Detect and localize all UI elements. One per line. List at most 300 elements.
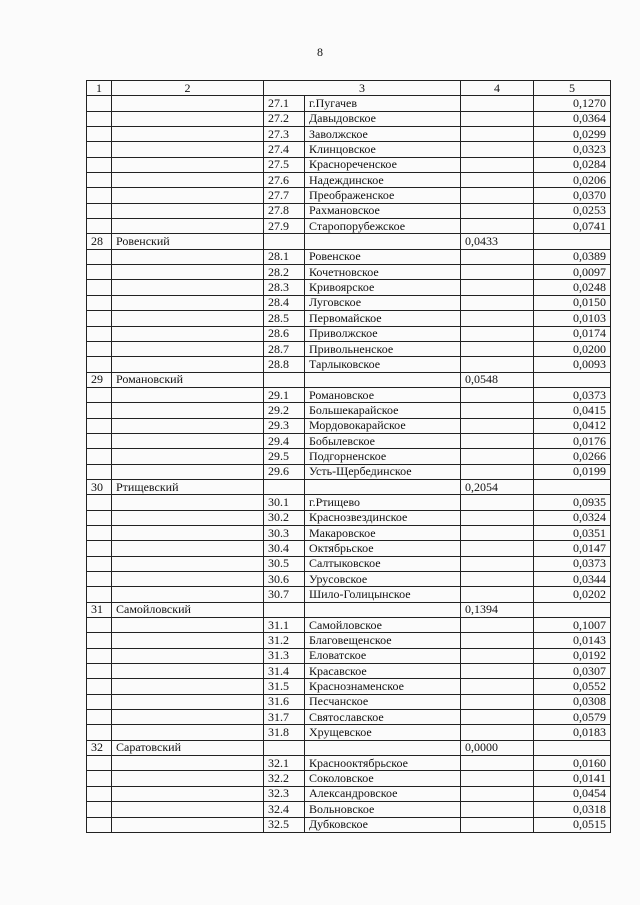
region-name-cell: [112, 387, 264, 402]
region-number-cell: [87, 387, 112, 402]
total-cell: [461, 572, 534, 587]
total-cell: [461, 219, 534, 234]
subdivision-name: Усть-Щербединское: [305, 464, 461, 479]
subdivision-name: Бобылевское: [305, 433, 461, 448]
subdivision-name: Еловатское: [305, 648, 461, 663]
value-cell: [534, 479, 611, 494]
subdivision-code: 32.2: [264, 771, 305, 786]
subdivision-code: 30.3: [264, 525, 305, 540]
subdivision-code: 30.2: [264, 510, 305, 525]
region-name-cell: [112, 111, 264, 126]
total-cell: [461, 495, 534, 510]
sub-name-cell: [305, 602, 461, 617]
total-cell: [461, 387, 534, 402]
subdivision-code: 27.8: [264, 203, 305, 218]
region-number-cell: [87, 802, 112, 817]
region-number-cell: [87, 188, 112, 203]
header-col-1: 1: [87, 81, 112, 96]
region-name-cell: [112, 295, 264, 310]
table-row: [87, 142, 611, 157]
subdivision-name: Надеждинское: [305, 173, 461, 188]
subdivision-name: Мордовокарайское: [305, 418, 461, 433]
region-number: 31: [87, 602, 112, 617]
region-name: Романовский: [112, 372, 264, 387]
subdivision-value: 0,0412: [534, 418, 611, 433]
region-number-cell: [87, 618, 112, 633]
region-name-cell: [112, 219, 264, 234]
subdivision-value: 0,0183: [534, 725, 611, 740]
region-number-cell: [87, 173, 112, 188]
region-name-cell: [112, 311, 264, 326]
subdivision-value: 0,1007: [534, 618, 611, 633]
region-name-cell: [112, 96, 264, 111]
subdivision-value: 0,0344: [534, 572, 611, 587]
table-row: [87, 311, 611, 326]
subdivision-value: 0,0318: [534, 802, 611, 817]
region-number-cell: [87, 295, 112, 310]
table-row: [87, 771, 611, 786]
total-cell: [461, 725, 534, 740]
subdivision-name: Кочетновское: [305, 265, 461, 280]
subdivision-value: 0,0370: [534, 188, 611, 203]
sub-code-cell: [264, 234, 305, 249]
total-cell: [461, 203, 534, 218]
table-row: [87, 403, 611, 418]
total-cell: [461, 96, 534, 111]
subdivision-code: 29.3: [264, 418, 305, 433]
table-row: [87, 817, 611, 832]
region-number-cell: [87, 341, 112, 356]
table-row: [87, 357, 611, 372]
total-cell: [461, 802, 534, 817]
total-cell: [461, 786, 534, 801]
table-header-row: [87, 81, 611, 96]
total-cell: [461, 510, 534, 525]
region-name-cell: [112, 587, 264, 602]
region-number-cell: [87, 786, 112, 801]
total-cell: [461, 464, 534, 479]
total-cell: [461, 311, 534, 326]
region-name-cell: [112, 633, 264, 648]
subdivision-value: 0,0097: [534, 265, 611, 280]
subdivision-name: Подгорненское: [305, 449, 461, 464]
region-name-cell: [112, 710, 264, 725]
sub-name-cell: [305, 740, 461, 755]
page-number: 8: [317, 45, 323, 59]
table-row: [87, 387, 611, 402]
table-row: [87, 648, 611, 663]
subdivision-name: Дубковское: [305, 817, 461, 832]
sub-code-cell: [264, 602, 305, 617]
subdivision-value: 0,0579: [534, 710, 611, 725]
table-row: [87, 464, 611, 479]
subdivision-value: 0,0192: [534, 648, 611, 663]
total-cell: [461, 679, 534, 694]
total-cell: [461, 341, 534, 356]
subdivision-value: 0,0323: [534, 142, 611, 157]
subdivision-code: 28.1: [264, 249, 305, 264]
region-number-cell: [87, 525, 112, 540]
subdivision-code: 29.2: [264, 403, 305, 418]
subdivision-name: Песчанское: [305, 694, 461, 709]
total-cell: [461, 433, 534, 448]
subdivision-value: 0,0160: [534, 756, 611, 771]
subdivision-name: Краснозвездинское: [305, 510, 461, 525]
region-number-cell: [87, 311, 112, 326]
region-number-cell: [87, 203, 112, 218]
table-row: [87, 249, 611, 264]
subdivision-code: 28.6: [264, 326, 305, 341]
region-number-cell: [87, 418, 112, 433]
subdivision-value: 0,0143: [534, 633, 611, 648]
region-name-cell: [112, 756, 264, 771]
region-name-cell: [112, 725, 264, 740]
subdivision-value: 0,1270: [534, 96, 611, 111]
subdivision-code: 29.6: [264, 464, 305, 479]
table-row: [87, 295, 611, 310]
value-cell: [534, 234, 611, 249]
region-number: 29: [87, 372, 112, 387]
subdivision-code: 31.2: [264, 633, 305, 648]
total-cell: [461, 142, 534, 157]
region-number-cell: [87, 664, 112, 679]
region-name-cell: [112, 510, 264, 525]
subdivision-value: 0,0308: [534, 694, 611, 709]
subdivision-name: Макаровское: [305, 525, 461, 540]
table-row: [87, 587, 611, 602]
header-col-2: 2: [112, 81, 264, 96]
table-row: [87, 694, 611, 709]
region-name-cell: [112, 265, 264, 280]
subdivision-value: 0,0253: [534, 203, 611, 218]
subdivision-name: Краснознаменское: [305, 679, 461, 694]
subdivision-code: 28.8: [264, 357, 305, 372]
subdivision-code: 30.1: [264, 495, 305, 510]
subdivision-value: 0,0454: [534, 786, 611, 801]
region-row: [87, 479, 611, 494]
region-name-cell: [112, 618, 264, 633]
region-row: [87, 602, 611, 617]
value-cell: [534, 602, 611, 617]
region-number-cell: [87, 679, 112, 694]
table-row: [87, 280, 611, 295]
total-cell: [461, 403, 534, 418]
subdivision-name: Вольновское: [305, 802, 461, 817]
subdivision-value: 0,0364: [534, 111, 611, 126]
region-name-cell: [112, 495, 264, 510]
subdivision-value: 0,0373: [534, 387, 611, 402]
subdivision-code: 30.7: [264, 587, 305, 602]
region-number-cell: [87, 694, 112, 709]
subdivision-name: Ровенское: [305, 249, 461, 264]
region-total: 0,1394: [461, 602, 534, 617]
table-body: [87, 96, 611, 833]
table-row: [87, 111, 611, 126]
subdivision-code: 27.6: [264, 173, 305, 188]
region-name-cell: [112, 802, 264, 817]
subdivision-code: 29.5: [264, 449, 305, 464]
table-row: [87, 541, 611, 556]
table-row: [87, 510, 611, 525]
header-col-3: 3: [264, 81, 461, 96]
region-name-cell: [112, 127, 264, 142]
subdivision-code: 31.6: [264, 694, 305, 709]
region-name-cell: [112, 817, 264, 832]
subdivision-value: 0,0141: [534, 771, 611, 786]
subdivision-code: 27.5: [264, 157, 305, 172]
table-row: [87, 664, 611, 679]
region-number: 32: [87, 740, 112, 755]
subdivision-value: 0,0093: [534, 357, 611, 372]
total-cell: [461, 587, 534, 602]
subdivision-value: 0,0103: [534, 311, 611, 326]
region-name: Ровенский: [112, 234, 264, 249]
subdivision-value: 0,0351: [534, 525, 611, 540]
sub-name-cell: [305, 372, 461, 387]
subdivision-value: 0,0324: [534, 510, 611, 525]
region-name-cell: [112, 418, 264, 433]
total-cell: [461, 541, 534, 556]
region-name: Самойловский: [112, 602, 264, 617]
value-cell: [534, 740, 611, 755]
header-col-4: 4: [461, 81, 534, 96]
total-cell: [461, 127, 534, 142]
subdivision-code: 27.3: [264, 127, 305, 142]
table-row: [87, 725, 611, 740]
region-total: 0,2054: [461, 479, 534, 494]
subdivision-code: 27.2: [264, 111, 305, 126]
region-number-cell: [87, 142, 112, 157]
subdivision-value: 0,0389: [534, 249, 611, 264]
region-number-cell: [87, 756, 112, 771]
subdivision-name: Давыдовское: [305, 111, 461, 126]
table-row: [87, 679, 611, 694]
subdivision-code: 29.1: [264, 387, 305, 402]
table-row: [87, 188, 611, 203]
value-cell: [534, 372, 611, 387]
table-row: [87, 203, 611, 218]
subdivision-value: 0,0299: [534, 127, 611, 142]
subdivision-value: 0,0199: [534, 464, 611, 479]
subdivision-name: г.Ртищево: [305, 495, 461, 510]
table-row: [87, 572, 611, 587]
region-row: [87, 740, 611, 755]
total-cell: [461, 188, 534, 203]
region-number-cell: [87, 556, 112, 571]
subdivision-code: 31.5: [264, 679, 305, 694]
region-name: Ртищевский: [112, 479, 264, 494]
total-cell: [461, 173, 534, 188]
region-number-cell: [87, 249, 112, 264]
region-number-cell: [87, 587, 112, 602]
region-name-cell: [112, 664, 264, 679]
subdivision-code: 27.9: [264, 219, 305, 234]
subdivision-name: Александровское: [305, 786, 461, 801]
table-row: [87, 556, 611, 571]
region-name-cell: [112, 572, 264, 587]
region-name-cell: [112, 357, 264, 372]
region-number-cell: [87, 449, 112, 464]
region-number-cell: [87, 464, 112, 479]
subdivision-name: Хрущевское: [305, 725, 461, 740]
subdivision-name: Урусовское: [305, 572, 461, 587]
subdivision-code: 32.3: [264, 786, 305, 801]
subdivision-name: Первомайское: [305, 311, 461, 326]
subdivision-code: 30.6: [264, 572, 305, 587]
region-number-cell: [87, 219, 112, 234]
region-number-cell: [87, 403, 112, 418]
subdivision-code: 28.4: [264, 295, 305, 310]
table-row: [87, 525, 611, 540]
region-name-cell: [112, 188, 264, 203]
sub-name-cell: [305, 234, 461, 249]
region-name-cell: [112, 449, 264, 464]
total-cell: [461, 157, 534, 172]
region-number-cell: [87, 357, 112, 372]
subdivision-name: Благовещенское: [305, 633, 461, 648]
table-row: [87, 433, 611, 448]
total-cell: [461, 618, 534, 633]
total-cell: [461, 664, 534, 679]
subdivision-name: Клинцовское: [305, 142, 461, 157]
total-cell: [461, 756, 534, 771]
subdivision-name: Святославское: [305, 710, 461, 725]
subdivision-name: Заволжское: [305, 127, 461, 142]
subdivision-name: г.Пугачев: [305, 96, 461, 111]
table-row: [87, 219, 611, 234]
subdivision-name: Рахмановское: [305, 203, 461, 218]
region-name-cell: [112, 648, 264, 663]
region-name-cell: [112, 157, 264, 172]
region-total: 0,0548: [461, 372, 534, 387]
region-number-cell: [87, 648, 112, 663]
subdivision-code: 28.3: [264, 280, 305, 295]
region-name-cell: [112, 341, 264, 356]
subdivision-value: 0,0552: [534, 679, 611, 694]
table-row: [87, 157, 611, 172]
subdivision-code: 31.7: [264, 710, 305, 725]
total-cell: [461, 295, 534, 310]
subdivision-code: 32.4: [264, 802, 305, 817]
total-cell: [461, 648, 534, 663]
table-row: [87, 265, 611, 280]
table-row: [87, 786, 611, 801]
subdivision-value: 0,0515: [534, 817, 611, 832]
subdivision-value: 0,0266: [534, 449, 611, 464]
subdivision-code: 28.7: [264, 341, 305, 356]
subdivision-code: 29.4: [264, 433, 305, 448]
subdivision-code: 27.1: [264, 96, 305, 111]
subdivision-name: Краснооктябрьское: [305, 756, 461, 771]
subdivision-code: 27.4: [264, 142, 305, 157]
subdivision-name: Привольненское: [305, 341, 461, 356]
subdivision-code: 31.3: [264, 648, 305, 663]
subdivision-value: 0,0147: [534, 541, 611, 556]
subdivision-code: 30.5: [264, 556, 305, 571]
subdivision-value: 0,0150: [534, 295, 611, 310]
total-cell: [461, 265, 534, 280]
region-number-cell: [87, 541, 112, 556]
region-number-cell: [87, 96, 112, 111]
subdivision-code: 32.1: [264, 756, 305, 771]
subdivision-value: 0,0373: [534, 556, 611, 571]
region-number-cell: [87, 433, 112, 448]
subdivision-value: 0,0935: [534, 495, 611, 510]
total-cell: [461, 556, 534, 571]
subdivision-code: 31.8: [264, 725, 305, 740]
region-number-cell: [87, 817, 112, 832]
region-number-cell: [87, 280, 112, 295]
subdivision-name: Соколовское: [305, 771, 461, 786]
region-total: 0,0433: [461, 234, 534, 249]
subdivision-value: 0,0202: [534, 587, 611, 602]
total-cell: [461, 357, 534, 372]
total-cell: [461, 817, 534, 832]
subdivision-name: Романовское: [305, 387, 461, 402]
region-number-cell: [87, 633, 112, 648]
region-total: 0,0000: [461, 740, 534, 755]
table-row: [87, 633, 611, 648]
region-number-cell: [87, 510, 112, 525]
subdivision-name: Кривоярское: [305, 280, 461, 295]
table-row: [87, 326, 611, 341]
table-row: [87, 127, 611, 142]
region-name-cell: [112, 433, 264, 448]
sub-code-cell: [264, 372, 305, 387]
sub-name-cell: [305, 479, 461, 494]
subdivision-name: Краснореченское: [305, 157, 461, 172]
table-row: [87, 618, 611, 633]
total-cell: [461, 449, 534, 464]
region-name: Саратовский: [112, 740, 264, 755]
region-number-cell: [87, 572, 112, 587]
region-name-cell: [112, 525, 264, 540]
subdivision-value: 0,0176: [534, 433, 611, 448]
subdivision-name: Салтыковское: [305, 556, 461, 571]
table-row: [87, 418, 611, 433]
subdivision-value: 0,0284: [534, 157, 611, 172]
region-name-cell: [112, 679, 264, 694]
subdivision-name: Красавское: [305, 664, 461, 679]
region-name-cell: [112, 556, 264, 571]
table-row: [87, 756, 611, 771]
sub-code-cell: [264, 740, 305, 755]
subdivision-name: Шило-Голицынское: [305, 587, 461, 602]
region-name-cell: [112, 280, 264, 295]
region-name-cell: [112, 541, 264, 556]
region-number-cell: [87, 495, 112, 510]
subdivision-name: Луговское: [305, 295, 461, 310]
total-cell: [461, 525, 534, 540]
subdivision-value: 0,0248: [534, 280, 611, 295]
table-row: [87, 495, 611, 510]
subdivision-code: 27.7: [264, 188, 305, 203]
total-cell: [461, 326, 534, 341]
table-row: [87, 173, 611, 188]
region-name-cell: [112, 786, 264, 801]
region-number-cell: [87, 725, 112, 740]
subdivision-code: 32.5: [264, 817, 305, 832]
region-name-cell: [112, 173, 264, 188]
total-cell: [461, 633, 534, 648]
subdivision-name: Тарлыковское: [305, 357, 461, 372]
region-number-cell: [87, 771, 112, 786]
total-cell: [461, 771, 534, 786]
region-number-cell: [87, 326, 112, 341]
subdivision-name: Большекарайское: [305, 403, 461, 418]
subdivision-code: 28.5: [264, 311, 305, 326]
subdivision-code: 31.1: [264, 618, 305, 633]
